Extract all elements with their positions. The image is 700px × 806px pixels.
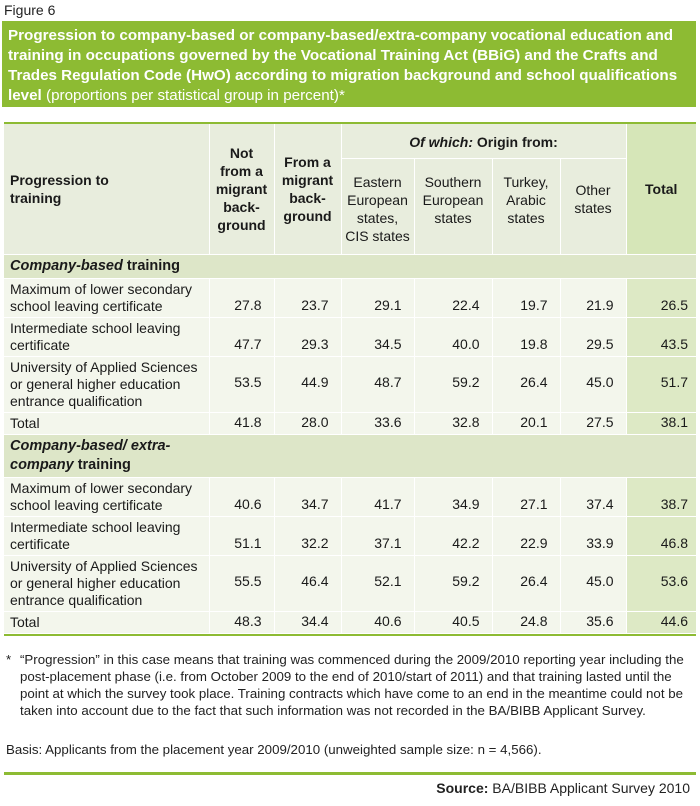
row-label: Maximum of lower secondary school leaving certificate — [4, 477, 209, 516]
table-row — [4, 317, 696, 356]
cell-total: 53.6 — [626, 555, 696, 611]
data-table — [4, 124, 696, 634]
table-row — [4, 477, 696, 516]
source-text: BA/BIBB Applicant Survey 2010 — [488, 780, 690, 796]
cell-value: 29.1 — [341, 278, 414, 317]
cell-value: 28.0 — [274, 412, 341, 434]
header-origin: Of which: Origin from: — [341, 124, 626, 158]
cell-value: 48.7 — [341, 356, 414, 412]
header-eastern: Eastern European states, CIS states — [341, 158, 414, 254]
cell-value: 34.4 — [274, 611, 341, 633]
cell-value: 19.7 — [492, 278, 560, 317]
cell-value: 19.8 — [492, 317, 560, 356]
cell-value: 48.3 — [209, 611, 274, 633]
cell-value: 29.3 — [274, 317, 341, 356]
cell-value: 59.2 — [414, 356, 492, 412]
cell-value: 34.9 — [414, 477, 492, 516]
header-other: Other states — [560, 158, 626, 254]
cell-value: 34.5 — [341, 317, 414, 356]
cell-value: 27.5 — [560, 412, 626, 434]
section-header-company-extra-company: Company-based/ extra-company training — [4, 434, 696, 477]
footnote-marker: * — [6, 652, 12, 667]
cell-value: 32.8 — [414, 412, 492, 434]
cell-value: 22.4 — [414, 278, 492, 317]
row-label: Intermediate school leaving certificate — [4, 516, 209, 555]
cell-total: 46.8 — [626, 516, 696, 555]
row-label: Maximum of lower secondary school leaving certificate — [4, 278, 209, 317]
cell-value: 47.7 — [209, 317, 274, 356]
cell-value: 45.0 — [560, 555, 626, 611]
cell-value: 41.8 — [209, 412, 274, 434]
figure-title — [2, 21, 696, 107]
table-row-total — [4, 412, 696, 434]
cell-total: 44.6 — [626, 611, 696, 633]
cell-value: 33.6 — [341, 412, 414, 434]
cell-value: 52.1 — [341, 555, 414, 611]
cell-value: 22.9 — [492, 516, 560, 555]
cell-value: 20.1 — [492, 412, 560, 434]
cell-value: 37.1 — [341, 516, 414, 555]
cell-total: 26.5 — [626, 278, 696, 317]
cell-value: 55.5 — [209, 555, 274, 611]
row-label: Intermediate school leaving certificate — [4, 317, 209, 356]
table-row — [4, 356, 696, 412]
cell-total: 38.7 — [626, 477, 696, 516]
cell-value: 24.8 — [492, 611, 560, 633]
cell-value: 35.6 — [560, 611, 626, 633]
cell-total: 38.1 — [626, 412, 696, 434]
cell-value: 51.1 — [209, 516, 274, 555]
cell-value: 33.9 — [560, 516, 626, 555]
table-row — [4, 555, 696, 611]
cell-value: 34.7 — [274, 477, 341, 516]
header-turkey: Turkey, Arabic states — [492, 158, 560, 254]
cell-total: 43.5 — [626, 317, 696, 356]
source-label: Source: — [436, 780, 489, 796]
cell-value: 27.1 — [492, 477, 560, 516]
cell-value: 37.4 — [560, 477, 626, 516]
row-label: Total — [4, 611, 209, 633]
cell-value: 40.6 — [341, 611, 414, 633]
footnote-text: “Progression” in this case means that training was commenced during the 2009/2010 reporting year including the post-placement phase (i.e. from October 2009 to the end of 2010/start of 2011) and that training lasted until the point at which the survey took place. Training contracts which have come to an end in the meantime could not be taken into account due to the fact that such information was not recorded in the BA/BIBB Applicant Survey. — [20, 652, 684, 718]
basis-note: Basis: Applicants from the placement year 2009/2010 (unweighted sample size: n = 4,566). — [6, 742, 542, 757]
cell-value: 26.4 — [492, 555, 560, 611]
source-note — [436, 780, 690, 796]
cell-value: 40.6 — [209, 477, 274, 516]
cell-value: 44.9 — [274, 356, 341, 412]
cell-value: 46.4 — [274, 555, 341, 611]
row-label: Total — [4, 412, 209, 434]
cell-total: 51.7 — [626, 356, 696, 412]
cell-value: 40.5 — [414, 611, 492, 633]
section-header-company-based: Company-based training — [4, 254, 696, 278]
cell-value: 26.4 — [492, 356, 560, 412]
cell-value: 42.2 — [414, 516, 492, 555]
table-row — [4, 516, 696, 555]
cell-value: 32.2 — [274, 516, 341, 555]
figure-label: Figure 6 — [4, 2, 56, 18]
header-migrant: From a migrant back-ground — [274, 124, 341, 254]
cell-value: 41.7 — [341, 477, 414, 516]
row-label: University of Applied Sciences or general higher education entrance qualification — [4, 356, 209, 412]
cell-value: 40.0 — [414, 317, 492, 356]
cell-value: 23.7 — [274, 278, 341, 317]
cell-value: 29.5 — [560, 317, 626, 356]
cell-value: 45.0 — [560, 356, 626, 412]
cell-value: 21.9 — [560, 278, 626, 317]
header-southern: Southern European states — [414, 158, 492, 254]
table-row-total — [4, 611, 696, 633]
header-progression: Progression to training — [4, 124, 209, 254]
source-rule — [4, 772, 696, 775]
cell-value: 27.8 — [209, 278, 274, 317]
footnote — [6, 651, 696, 719]
header-not-migrant: Not from a migrant back-ground — [209, 124, 274, 254]
title-note: (proportions per statistical group in percent)* — [46, 87, 345, 104]
cell-value: 59.2 — [414, 555, 492, 611]
title-main: Progression to company-based or company-based/extra-company vocational education and training in occupations governed by the Vocational Training Act (BBiG) and the Crafts and Trades Regulation Code (HwO) according to migration background and school qualifications level — [8, 27, 678, 104]
row-label: University of Applied Sciences or general higher education entrance qualification — [4, 555, 209, 611]
header-total: Total — [626, 124, 696, 254]
table-bottom-rule — [4, 634, 696, 636]
table-row — [4, 278, 696, 317]
cell-value: 53.5 — [209, 356, 274, 412]
